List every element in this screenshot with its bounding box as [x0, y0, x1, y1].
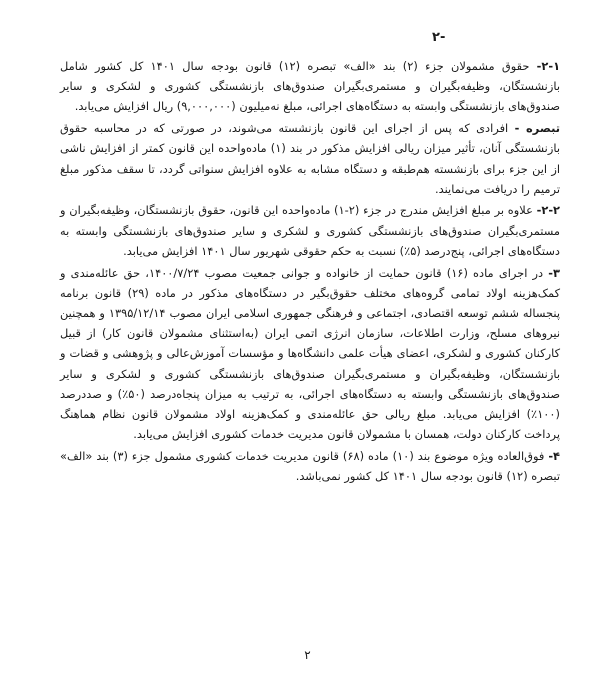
paragraph-number: ۲-۱-: [536, 59, 561, 73]
document-body: [60, 56, 560, 488]
paragraph-text: علاوه بر مبلغ افزایش مندرج در جزء (۲-۱) ماده‌واحده این قانون، حقوق بازنشستگان، وظیفه‌بگیران و مستمری‌بگیران صندوق‌های بازنشستگی کشوری و لشکری و سایر صندوق‌های بازنشستگی وابسته به دستگاه‌های اجرائی، پنج‌درصد (۵٪) نسبت به حکم حقوقی شهریور سال ۱۴۰۱ افزایش می‌یابد.: [60, 203, 560, 258]
paragraph-number: ۲-۲-: [536, 203, 561, 218]
paragraph-text: افرادی که پس از اجرای این قانون بازنشسته می‌شوند، در صورتی که در محاسبه حقوق بازنشستگی آنان، تأثیر میزان ریالی افزایش مذکور در بند (۱) ماده‌واحده این قانون کمتر از افزایش ناشی از این جزء برای بازنشسته هم‌طبقه و دستگاه مشابه به علاوه افزایش سنواتی گردد، تا سقف مذکور مبلغ ترمیم را دریافت می‌نمایند.: [60, 121, 560, 196]
paragraph-number: ۳-: [548, 265, 560, 280]
paragraph-2-2: [60, 200, 560, 261]
paragraph-3: [60, 263, 560, 445]
paragraph-note: [60, 118, 560, 199]
paragraph-4: [60, 446, 560, 486]
paragraph-text: حقوق مشمولان جزء (۲) بند «الف» تبصره (۱۲) قانون بودجه سال ۱۴۰۱ کل کشور شامل بازنشستگان، وظیفه‌بگیران و مستمری‌بگیران صندوق‌های بازنشستگی کشوری و لشکری و سایر صندوق‌های بازنشستگی وابسته به دستگاه‌های اجرائی، مبلغ نه‌میلیون (۹,۰۰۰,۰۰۰) ریال افزایش می‌یابد.: [60, 59, 560, 114]
paragraph-number: تبصره -: [514, 121, 560, 136]
paragraph-number: ۴-: [548, 448, 560, 463]
page-header-number: -۲: [432, 30, 446, 45]
paragraph-text: فوق‌العاده ویژه موضوع بند (۱۰) ماده (۶۸) قانون مدیریت خدمات کشوری مشمول جزء (۳) بند «الف» تبصره (۱۲) قانون بودجه سال ۱۴۰۱ کل کشور نمی‌باشد.: [60, 448, 560, 484]
page-footer-number: ۲: [304, 648, 311, 662]
paragraph-2-1: [60, 56, 560, 117]
paragraph-text: در اجرای ماده (۱۶) قانون حمایت از خانواده و جوانی جمعیت مصوب ۱۴۰۰/۷/۲۴، حق عائله‌مندی و کمک‌هزینه اولاد تمامی گروه‌های مختلف حقوق‌بگیر در دستگاه‌های مذکور در ماده (۲۹) قانون برنامه پنجساله ششم توسعه اقتصادی، اجتماعی و فرهنگی جمهوری اسلامی ایران مصوب ۱۳۹۵/۱۲/۱۴ و همچنین نیروهای مسلح، وزارت اطلاعات، سازمان انرژی اتمی ایران (به‌استثنای مشمولان قانون کار) از قبیل کارکنان کشوری و لشکری، اعضای هیأت علمی دانشگاه‌ها و مؤسسات آموزش‌عالی و پژوهشی و قضات و بازنشستگان، وظیفه‌بگیران و مستمری‌بگیران صندوق‌های بازنشستگی کشوری و لشکری و سایر صندوق‌های بازنشستگی وابسته به دستگاه‌های اجرائی، به ترتیب به میزان پنجاه‌درصد (۵۰٪) و صددرصد (۱۰۰٪) افزایش می‌یابد. مبلغ ریالی حق عائله‌مندی و کمک‌هزینه اولاد مشمولان قانون نظام هماهنگ پرداخت کارکنان دولت، همسان با مشمولان قانون مدیریت خدمات کشوری افزایش می‌یابد.: [60, 265, 561, 442]
